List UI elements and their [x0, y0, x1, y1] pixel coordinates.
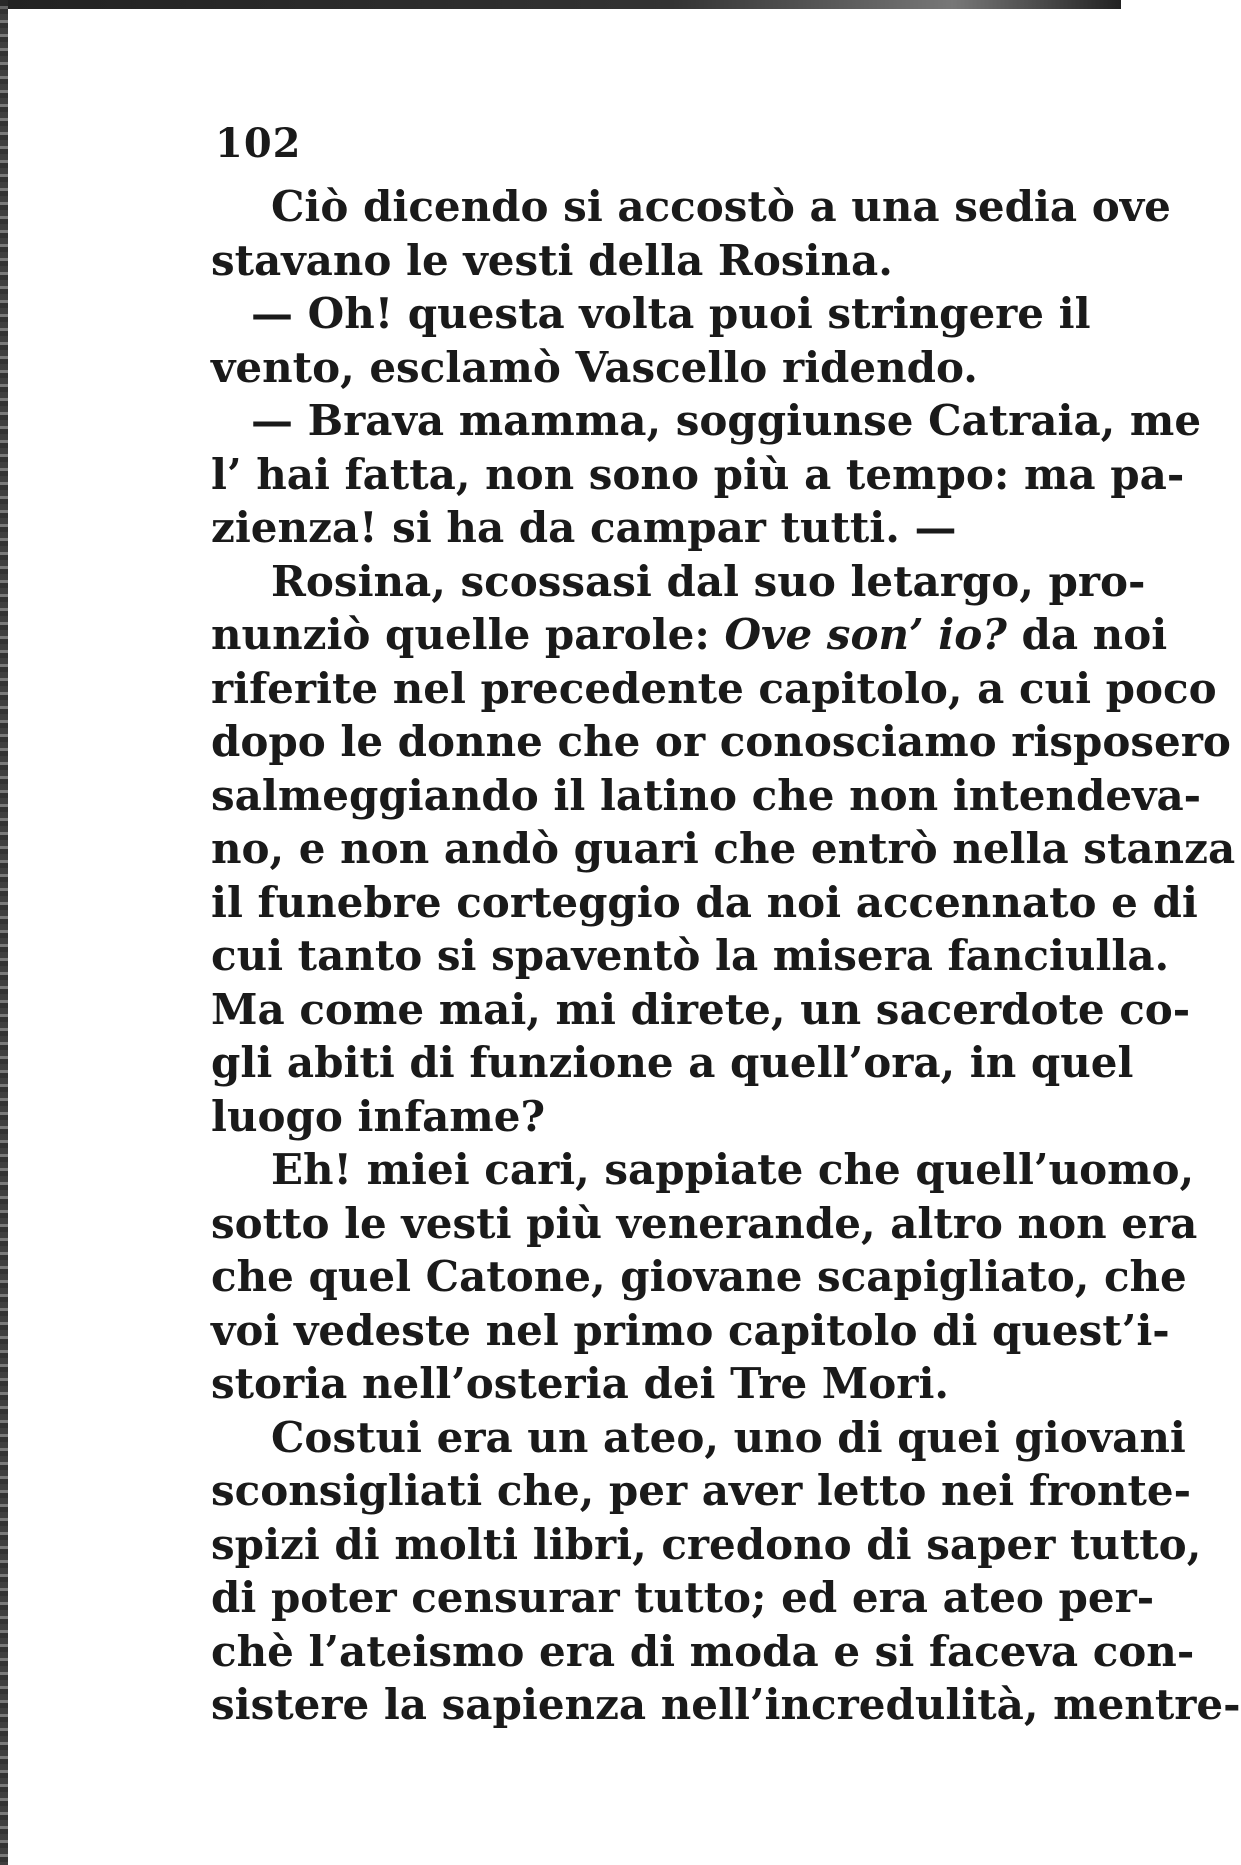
- text-line-content: sotto le vesti più venerande, altro non era: [211, 1198, 1198, 1248]
- text-line-content: l’ hai fatta, non sono più a tempo: ma pa-: [211, 449, 1185, 499]
- text-line-content: il funebre corteggio da noi accennato e di: [211, 877, 1198, 927]
- text-line: [211, 1625, 1195, 1679]
- text-line-continuation: da noi: [1021, 610, 1168, 659]
- text-line: [211, 394, 1202, 448]
- text-line: [211, 501, 1071, 555]
- text-line-content: no, e non andò guari che entrò nella stanza: [211, 824, 1236, 873]
- text-line: [211, 555, 1146, 609]
- text-line-content: chè l’ateismo era di moda e si faceva con-: [211, 1626, 1195, 1676]
- text-line-content: voi vedeste nel primo capitolo di quest’i-: [211, 1305, 1170, 1355]
- italic-quote: Ove son’ io?: [724, 610, 1007, 659]
- text-line-content: — Oh! questa volta puoi stringere il: [251, 289, 1091, 338]
- text-line-content: Costui era un ateo, uno di quei giovani: [271, 1412, 1186, 1462]
- text-line-content: vento, esclamò Vascello ridendo.: [211, 342, 978, 392]
- text-line-content: stavano le vesti della Rosina.: [211, 235, 893, 285]
- text-line: [211, 1250, 1187, 1304]
- text-line: [211, 1411, 1186, 1465]
- text-line-content: luogo infame?: [211, 1091, 546, 1141]
- text-line: [211, 929, 1170, 983]
- text-line-content: nunziò quelle parole:: [211, 610, 710, 659]
- text-line-content: riferite nel precedente capitolo, a cui poco: [211, 663, 1217, 713]
- text-line: [211, 822, 1236, 876]
- text-line: [211, 1197, 1198, 1251]
- text-line: [211, 715, 1231, 769]
- text-line-content: Eh! miei cari, sappiate che quell’uomo,: [271, 1145, 1195, 1194]
- text-line-content: cui tanto si spaventò la misera fanciulla.: [211, 931, 1170, 980]
- text-line: [211, 180, 1171, 234]
- scan-left-edge: [0, 0, 8, 1865]
- text-line: [211, 287, 1091, 341]
- text-line: [211, 1143, 1195, 1197]
- text-line-content: Ma come mai, mi direte, un sacerdote co-: [211, 984, 1191, 1034]
- text-line: [211, 608, 1168, 662]
- text-line-content: salmeggiando il latino che non intendeva-: [211, 770, 1202, 820]
- text-line-content: spizi di molti libri, credono di saper tutto,: [211, 1519, 1202, 1569]
- text-line: [211, 1036, 1134, 1090]
- text-line-content: Rosina, scossasi dal suo letargo, pro-: [271, 556, 1146, 606]
- text-line-content: zienza! si ha da campar tutti. —: [211, 503, 957, 552]
- text-line: [211, 983, 1191, 1037]
- text-line: [211, 1678, 1241, 1732]
- text-line: [211, 876, 1198, 930]
- text-line-content: Ciò dicendo si accostò a una sedia ove: [271, 182, 1171, 231]
- text-line: [211, 448, 1185, 502]
- text-line-content: — Brava mamma, soggiunse Catraia, me: [251, 396, 1202, 445]
- text-line: [211, 1357, 1071, 1411]
- text-line-content: che quel Catone, giovane scapigliato, che: [211, 1252, 1187, 1301]
- page-number: 102: [215, 120, 302, 167]
- text-line: [211, 662, 1217, 716]
- page-body-text: [211, 180, 1241, 1732]
- text-line-content: gli abiti di funzione a quell’ora, in quel: [211, 1038, 1134, 1087]
- text-line-content: sistere la sapienza nell’incredulità, mentre-: [211, 1680, 1241, 1729]
- text-line-content: sconsigliati che, per aver letto nei fronte-: [211, 1466, 1192, 1515]
- scan-top-edge: [0, 0, 1121, 9]
- text-line: [211, 1464, 1192, 1518]
- text-line-content: di poter censurar tutto; ed era ateo per-: [211, 1573, 1155, 1622]
- text-line: [211, 1304, 1170, 1358]
- text-line: [211, 1571, 1155, 1625]
- text-line: [211, 1518, 1202, 1572]
- text-line: [211, 769, 1202, 823]
- text-line-content: dopo le donne che or conosciamo risposero: [211, 717, 1231, 766]
- text-line-content: storia nell’osteria dei Tre Mori.: [211, 1359, 950, 1408]
- text-line: [211, 341, 1071, 395]
- text-line: [211, 1090, 1071, 1144]
- text-line: [211, 234, 1071, 288]
